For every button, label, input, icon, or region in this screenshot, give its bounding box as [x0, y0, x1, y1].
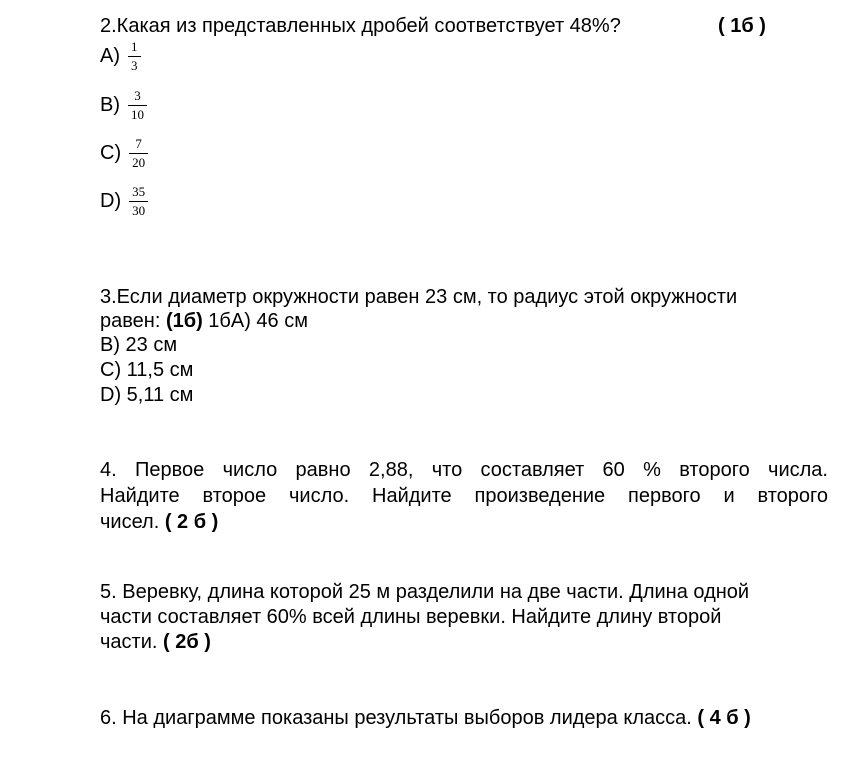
fraction-numerator: 7: [135, 136, 142, 151]
q2-option-c-fraction: [129, 137, 148, 171]
q2-option-d-fraction: [129, 185, 148, 219]
q2-option-a: [100, 40, 141, 74]
q2-option-d: [100, 185, 148, 219]
q6-text: 6. На диаграмме показаны результаты выборов лидера класса.: [100, 707, 698, 729]
q3-option-c: C) 11,5 см: [100, 359, 194, 381]
q3-option-b: B) 23 см: [100, 334, 178, 356]
q2-option-c-label: C): [100, 142, 122, 165]
q5-line-3: [100, 630, 211, 654]
fraction-denominator: 30: [129, 201, 148, 218]
fraction-numerator: 1: [131, 39, 138, 54]
q2-question: [100, 14, 621, 38]
q6-points: ( 4 б ): [697, 707, 751, 729]
q3-line-2: [100, 309, 308, 333]
fraction-numerator: 3: [134, 88, 141, 103]
q5-line-1: 5. Веревку, длина которой 25 м разделили на две части. Длина одной: [100, 581, 750, 603]
q5-line-2: части составляет 60% всей длины веревки. Найдите длину второй: [100, 606, 722, 628]
fraction-numerator: 35: [132, 184, 146, 199]
q4-points: ( 2 б ): [164, 511, 219, 533]
q2-option-b: [100, 89, 147, 123]
q6-line: [100, 706, 751, 730]
q2-option-d-label: D): [100, 190, 122, 213]
q3-option-d: D) 5,11 см: [100, 384, 194, 406]
q2-text: 2.Какая из представленных дробей соответствует 48%?: [100, 15, 621, 37]
fraction-denominator: 20: [129, 153, 148, 170]
q5-points: ( 2б ): [163, 631, 211, 653]
q3-option-a: 1бA) 46 см: [202, 310, 308, 332]
q2-option-b-fraction: [128, 89, 147, 123]
q2-option-a-fraction: [128, 40, 141, 74]
q4-line-2: Найдите второе число. Найдите произведение первого и второго: [100, 485, 828, 507]
q3-points: (1б): [165, 310, 203, 332]
q4-line-1: 4. Первое число равно 2,88, что составляет 60 % второго числа.: [100, 459, 828, 481]
q4-line-3-text: чисел.: [100, 511, 165, 533]
fraction-denominator: 10: [128, 105, 147, 122]
q2-points: ( 1б ): [718, 15, 766, 37]
q2-option-b-label: B): [100, 94, 120, 117]
fraction-denominator: 3: [128, 56, 141, 73]
q5-line-3-text: части.: [100, 631, 163, 653]
q2-option-c: [100, 137, 148, 171]
q3-line-2-start: равен:: [100, 310, 166, 332]
q3-line-1: 3.Если диаметр окружности равен 23 см, то радиус этой окружности: [100, 286, 738, 308]
q4-line-3: [100, 510, 218, 534]
q2-option-a-label: A): [100, 45, 120, 68]
